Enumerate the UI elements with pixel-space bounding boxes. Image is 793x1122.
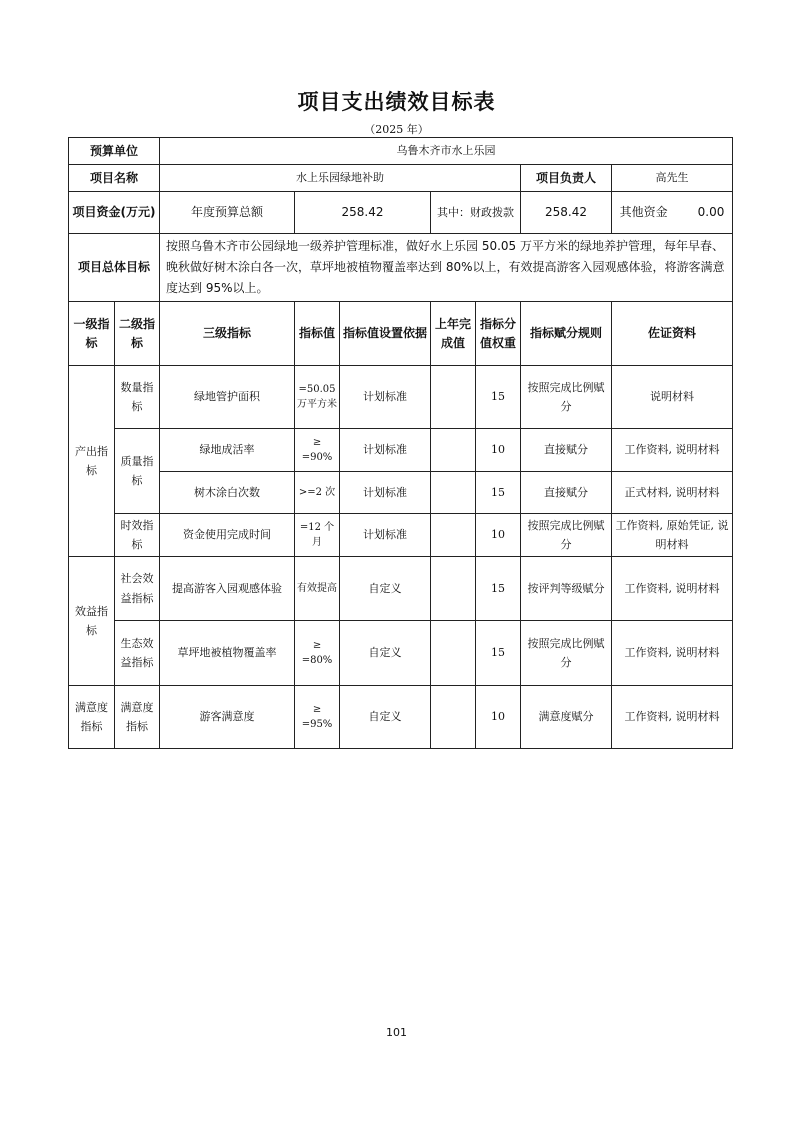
indicator-basis: 计划标准 [340,472,431,514]
indicator-last-year [431,472,476,514]
indicator-name: 绿地管护面积 [160,366,295,429]
indicator-evidence: 正式材料, 说明材料 [612,472,733,514]
indicator-rule: 按评判等级赋分 [521,557,612,621]
leader-label: 项目负责人 [521,165,612,192]
annual-total-value: 258.42 [295,192,431,234]
header-last-year: 上年完成值 [431,302,476,366]
indicator-rule: 直接赋分 [521,429,612,472]
subgroup-social: 社会效益指标 [115,557,160,621]
indicator-weight: 15 [476,621,521,686]
group-satisfaction: 满意度指标 [69,686,115,749]
group-effect: 效益指标 [69,557,115,686]
funds-row [69,192,733,234]
indicator-name: 绿地成活率 [160,429,295,472]
indicator-weight: 10 [476,429,521,472]
table-row [69,557,733,621]
indicator-basis: 计划标准 [340,429,431,472]
fiscal-value: 258.42 [521,192,612,234]
subgroup-ecological: 生态效益指标 [115,621,160,686]
indicator-rule: 按照完成比例赋分 [521,514,612,557]
indicator-weight: 15 [476,472,521,514]
annual-total-label: 年度预算总额 [160,192,295,234]
other-label: 其他资金 [619,205,668,219]
indicator-last-year [431,557,476,621]
goal-row [69,234,733,302]
leader-value: 高先生 [612,165,733,192]
project-name-label: 项目名称 [69,165,160,192]
page-number: 101 [386,1026,407,1039]
table-row [69,514,733,557]
indicator-value: ≥ =80% [295,621,340,686]
year-label: （2025 年） [364,123,429,136]
indicator-value: ≥ =90% [295,429,340,472]
indicator-weight: 10 [476,514,521,557]
group-output: 产出指标 [69,366,115,557]
indicator-evidence: 工作资料, 说明材料 [612,686,733,749]
indicator-last-year [431,621,476,686]
indicator-name: 提高游客入园观感体验 [160,557,295,621]
indicator-evidence: 工作资料, 说明材料 [612,429,733,472]
funds-label: 项目资金(万元) [69,192,160,234]
table-row [69,429,733,472]
header-evidence: 佐证资料 [612,302,733,366]
header-row [69,302,733,366]
indicator-value: =12 个月 [295,514,340,557]
other-funds [612,192,733,234]
subgroup-timeliness: 时效指标 [115,514,160,557]
project-name-value: 水上乐园绿地补助 [160,165,521,192]
page-title: 项目支出绩效目标表 [297,90,496,114]
indicator-name: 资金使用完成时间 [160,514,295,557]
other-value: 0.00 [697,205,725,219]
project-name-row [69,165,733,192]
indicator-rule: 满意度赋分 [521,686,612,749]
table-row [69,366,733,429]
indicator-basis: 计划标准 [340,366,431,429]
goal-text: 按照乌鲁木齐市公园绿地一级养护管理标准，做好水上乐园 50.05 万平方米的绿地养护管理，每年早春、晚秋做好树木涂白各一次，草坪地被植物覆盖率达到 80%以上，有效提高游客入园观感体验，将游客满意度达到 95%以上。 [160,234,733,302]
indicator-evidence: 工作资料, 说明材料 [612,621,733,686]
indicator-basis: 自定义 [340,686,431,749]
header-level1: 一级指标 [69,302,115,366]
goal-label: 项目总体目标 [69,234,160,302]
fiscal-label: 其中：财政拨款 [431,192,521,234]
table-row [69,686,733,749]
subgroup-satisfaction: 满意度指标 [115,686,160,749]
indicator-last-year [431,686,476,749]
indicator-basis: 计划标准 [340,514,431,557]
indicator-name: 树木涂白次数 [160,472,295,514]
header-weight: 指标分值权重 [476,302,521,366]
indicator-basis: 自定义 [340,557,431,621]
indicator-rule: 按照完成比例赋分 [521,621,612,686]
indicator-value: >=2 次 [295,472,340,514]
indicator-weight: 10 [476,686,521,749]
indicator-name: 游客满意度 [160,686,295,749]
header-level3: 三级指标 [160,302,295,366]
indicator-rule: 直接赋分 [521,472,612,514]
indicator-evidence: 工作资料, 说明材料 [612,557,733,621]
subgroup-quality: 质量指标 [115,429,160,514]
table-row [69,472,733,514]
header-rule: 指标赋分规则 [521,302,612,366]
indicator-last-year [431,514,476,557]
budget-unit-label: 预算单位 [69,138,160,165]
performance-table [68,137,733,749]
indicator-rule: 按照完成比例赋分 [521,366,612,429]
budget-unit-row [69,138,733,165]
indicator-evidence: 说明材料 [612,366,733,429]
header-value: 指标值 [295,302,340,366]
indicator-basis: 自定义 [340,621,431,686]
header-basis: 指标值设置依据 [340,302,431,366]
indicator-weight: 15 [476,557,521,621]
subgroup-quantity: 数量指标 [115,366,160,429]
table-row [69,621,733,686]
indicator-name: 草坪地被植物覆盖率 [160,621,295,686]
indicator-value: 有效提高 [295,557,340,621]
indicator-value: ≥ =95% [295,686,340,749]
header-level2: 二级指标 [115,302,160,366]
indicator-value: =50.05 万平方米 [295,366,340,429]
indicator-weight: 15 [476,366,521,429]
indicator-evidence: 工作资料, 原始凭证, 说明材料 [612,514,733,557]
indicator-last-year [431,366,476,429]
indicator-last-year [431,429,476,472]
budget-unit-value: 乌鲁木齐市水上乐园 [160,138,733,165]
